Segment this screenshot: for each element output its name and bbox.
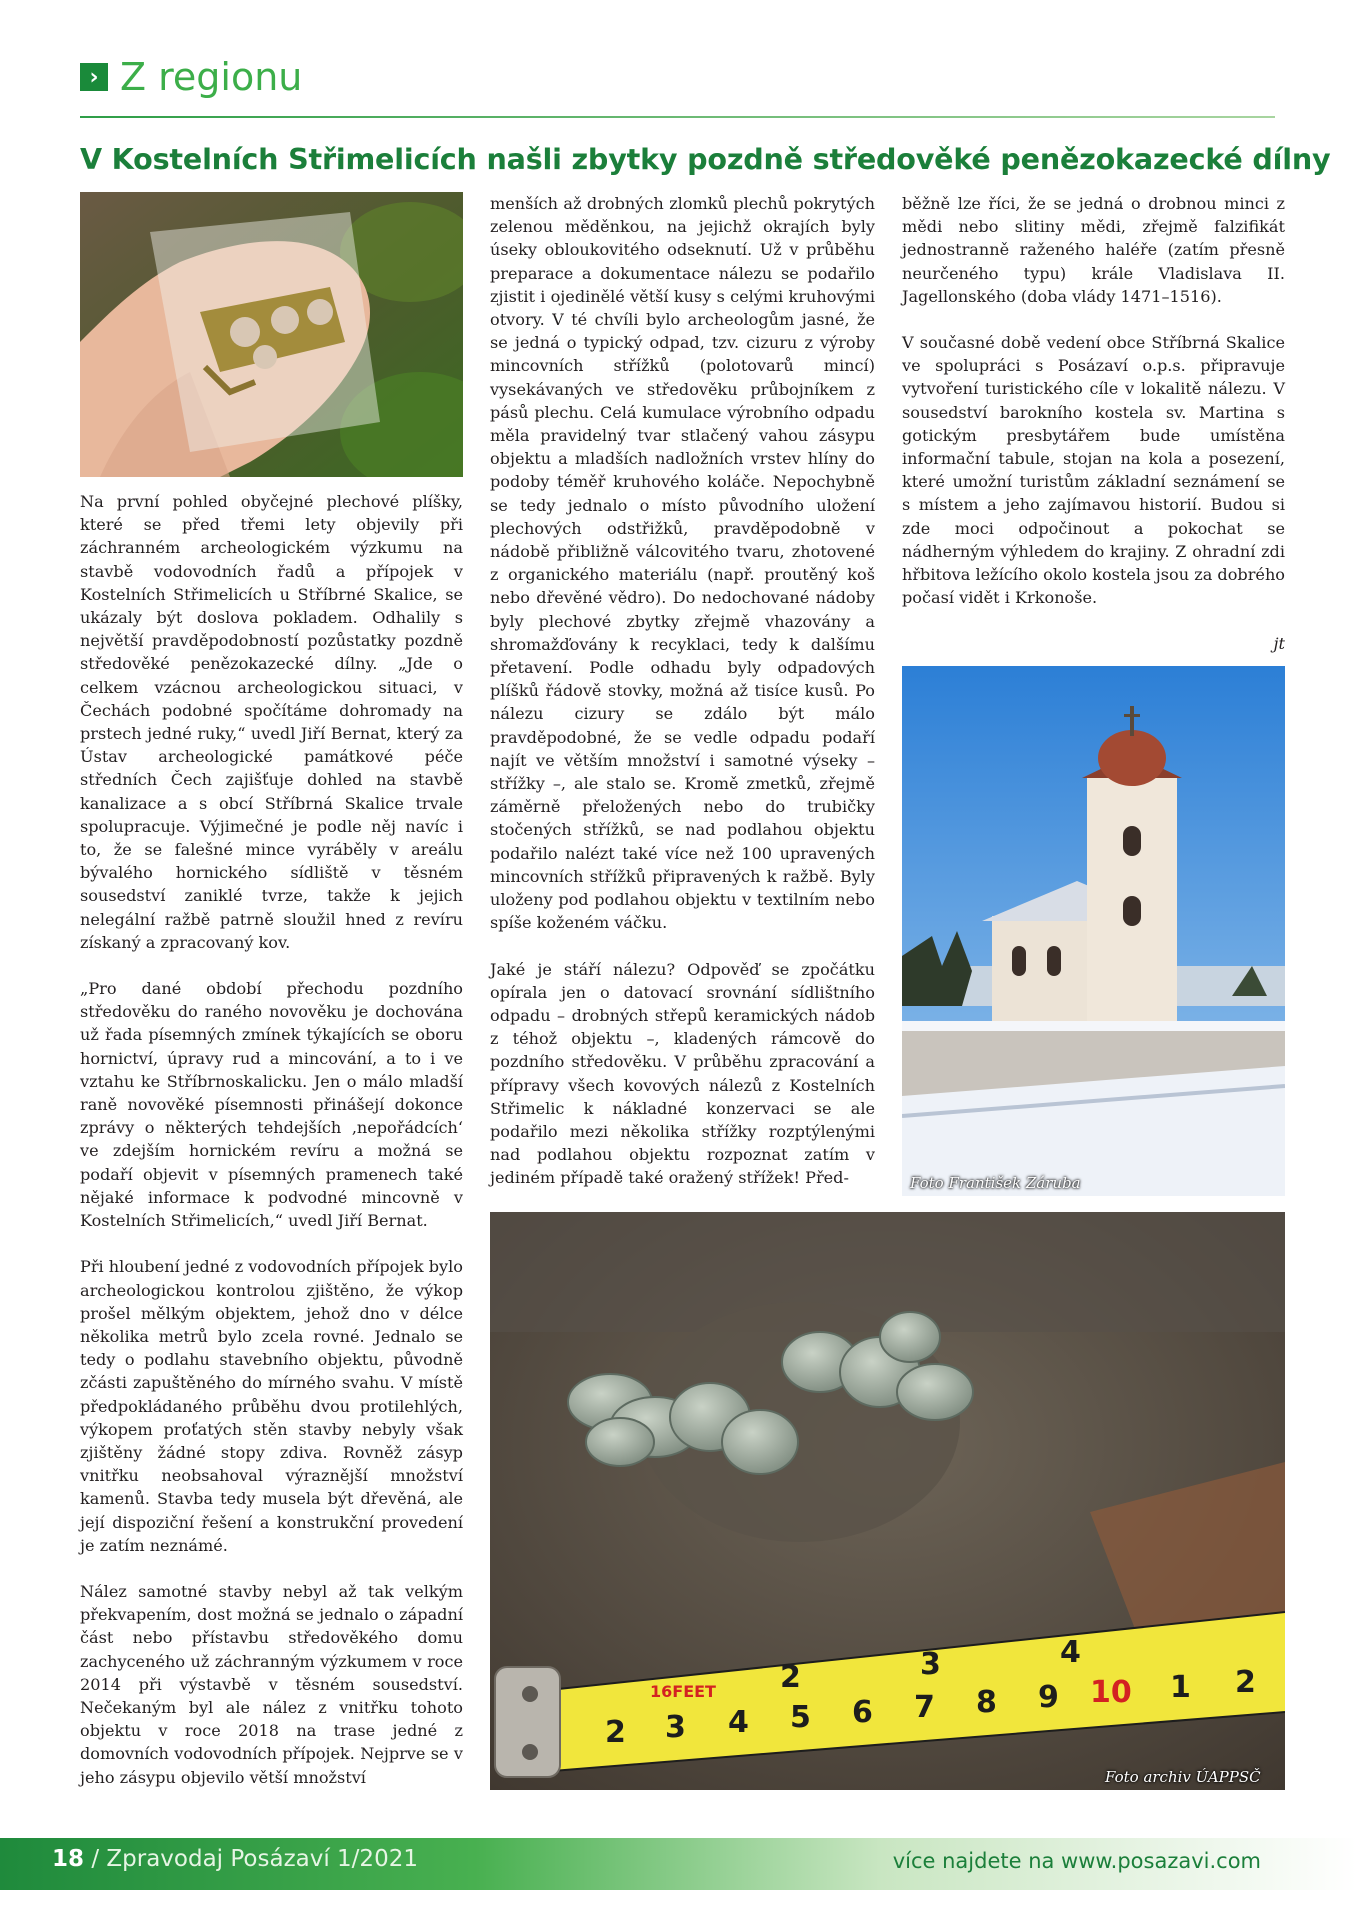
chevron-right-icon: › [80, 63, 108, 91]
article-headline: V Kostelních Střimelicích našli zbytky pozdně středověké penězokazecké dílny [80, 142, 1331, 176]
tape-feet-label: 16FEET [650, 1682, 716, 1701]
tape-inch-mark: 3 [920, 1647, 941, 1682]
tape-inch-mark: 2 [780, 1660, 801, 1695]
tape-cm-mark: 8 [976, 1685, 997, 1720]
photo-coins-image [490, 1212, 1285, 1790]
paragraph: Nález samotné stavby nebyl až tak velkým překvapením, dost možná se jednalo o západní část nebo přístavbu středověkého domu zachyceného už záchranným výzkumem v roce 2014 při výstavbě v těsném sousedství. Nečekaným byl ale nález z vnitřku tohoto objektu v roce 2018 na trase jedné z domovních vodovodních přípojek. Nejprve se v jeho zásypu objevilo větší množství [80, 1581, 463, 1787]
photo-metal-scraps-image [80, 192, 463, 477]
paragraph: menších až drobných zlomků plechů pokrytých zelenou měděnkou, na jejichž okrajích byly úseky obloukovitého odseknutí. Už v průběhu preparace a dokumentace nálezu se podařilo zjistit i ojedinělé větší kusy s celými kruhovými otvory. V té chvíli bylo archeologům jasné, že se jedná o typický odpad, tzv. cizuru z výroby mincovních střížků (polotovarů mincí) vysekávaných ve středověku průbojníkem z pásů plechu. Celá kumulace výrobního odpadu měla pravidelný tvar stlačený vahou zásypu objektu a mladších nadložních vrstev hlíny do podoby téměř kruhového koláče. Nepochybně se tedy jednalo o místo původního uložení plechových odstřižků, pravděpodobně v nádobě přibližně válcovitého tvaru, zhotovené z organického materiálu (např. proutěný koš nebo dřevěné vědro). Do nedochované nádoby byly plechové zbytky zřejmě vhazovány a shromažďovány k recyklaci, tedy k dalšímu přetavení. Podle odhadu byly odpadových plíšků řádově stovky, možná až tisíce kusů. Po nálezu cizury se zdálo být málo pravděpodobné, že se vedle odpadu podaří najít ve větším množství i samotné výseky – střížky –, ale stalo se. Kromě zmetků, zřejmě záměrně přeložených nebo do trubičky stočených střížků, se nad podlahou objektu podařilo nalézt také více než 100 upravených mincovních střížků připravených k ražbě. Byly uloženy pod podlahou objektu v textilním nebo spíše koženém váčku. [490, 194, 875, 933]
tape-cm-mark: 7 [914, 1690, 935, 1725]
footer-website-link[interactable]: více najdete na www.posazavi.com [892, 1849, 1261, 1873]
paragraph: Jaké je stáří nálezu? Odpověď se zpočátku opírala jen o datovací srovnání sídlištního odpadu – drobných střepů keramických nádob z téhož objektu –, kladených rámcově do pozdního středověku. V průběhu zpracování a přípravy všech kovových nálezů z Kostelních Střimelic k nákladné konzervaci se ale podařilo mezi několika střížky rozptýlenými nad podlahou objektu rozpoznat zatím v jediném případě také oražený střížek! Před- [490, 959, 875, 1188]
author-signature: jt [1273, 634, 1285, 654]
tape-cm-mark: 3 [665, 1710, 686, 1745]
caption-church-photo: Foto František Záruba [910, 1174, 1081, 1192]
footer-left [52, 1846, 418, 1872]
photo-metal-scraps [80, 192, 463, 477]
tape-cm-mark: 1 [1170, 1670, 1191, 1705]
photo-coins [490, 1212, 1285, 1790]
photo-church [902, 666, 1285, 1196]
article-column-2 [490, 192, 875, 1213]
article-column-3 [902, 192, 1285, 679]
article-column-1 [80, 490, 463, 1812]
caption-coins-photo: Foto archiv ÚAPPSČ [1105, 1768, 1261, 1786]
paragraph: V současné době vedení obce Stříbrná Skalice ve spolupráci s Posázaví o.p.s. připravuje vytvoření turistického cíle v lokalitě nálezu. V sousedství barokního kostela sv. Martina s gotickým presbytářem bude umístěna informační tabule, stojan na kola a posezení, které umožní turistům základní seznámení se s místem a jeho zajímavou historií. Budou si zde moci odpočinout a pokochat se nádherným výhledem do krajiny. Z ohradní zdi hřbitova ležícího okolo kostela jsou za dobrého počasí vidět i Krkonoše. [902, 333, 1285, 608]
paragraph: Při hloubení jedné z vodovodních přípojek bylo archeologickou kontrolou zjištěno, že výkop prošel mělkým objektem, jehož dno v délce několika metrů bylo zcela rovné. Jednalo se tedy o podlahu stavebního objektu, původně zčásti zapuštěného do mírného svahu. V místě předpokládaného průběhu dvou protilehlých, výkopem proťatých stěn stavby nebyly však zjištěny žádné stopy zdiva. Rovněž zásyp vnitřku neobsahoval výraznější množství kamenů. Stavba tedy musela být dřevěná, ale její dispoziční řešení a konstrukční provedení je zatím neznámé. [80, 1257, 463, 1555]
section-title: Z regionu [120, 55, 303, 99]
section-header [80, 52, 302, 102]
tape-cm-mark: 2 [605, 1715, 626, 1750]
publication-name: / Zpravodaj Posázaví 1/2021 [84, 1846, 418, 1872]
paragraph: „Pro dané období přechodu pozdního středověku do raného novověku je dochována už řada písemných zmínek týkajících se oboru hornictví, úpravy rud a mincování, a to i ve vztahu ke Stříbrnoskalicku. Jen o málo mladší raně novověké písemnosti přinášejí dokonce zprávy o některých tehdejších ‚nepořádcích‘ ve zdejším hornickém revíru a možná se podaří objevit v písemných pramenech také nějaké informace k podvodné mincovně v Kostelních Střimelicích,“ uvedl Jiří Bernat. [80, 979, 463, 1231]
tape-cm-mark: 9 [1038, 1680, 1059, 1715]
tape-cm-mark: 4 [728, 1705, 749, 1740]
page-number: 18 [52, 1846, 85, 1872]
tape-cm-mark: 2 [1235, 1665, 1256, 1700]
tape-cm-mark: 10 [1090, 1675, 1132, 1710]
tape-cm-mark: 6 [852, 1695, 873, 1730]
tape-cm-mark: 5 [790, 1700, 811, 1735]
section-divider [80, 116, 1275, 118]
tape-inch-mark: 4 [1060, 1635, 1081, 1670]
photo-church-image [902, 666, 1285, 1196]
paragraph: Na první pohled obyčejné plechové plíšky, které se před třemi lety objevily při záchranném archeologickém výzkumu na stavbě vodovodních řadů a přípojek v Kostelních Střimelicích u Stříbrné Skalice, se ukázaly být doslova pokladem. Odhalily s největší pravděpodobností pozůstatky pozdně středověké penězokazecké dílny. „Jde o celkem vzácnou archeologickou situaci, v Čechách podobné spočítáme dohromady na prstech jedné ruky,“ uvedl Jiří Bernat, který za Ústav archeologické památkové péče středních Čech zajišťuje dohled na stavbě kanalizace a s obcí Stříbrná Skalice trvale spolupracuje. Výjimečné je podle něj navíc i to, že se falešné mince vyráběly v areálu bývalého hornického sídliště v těsném sousedství zaniklé tvrze, takže k jejich nelegální ražbě patrně sloužil hned z revíru získaný a zpracovaný kov. [80, 492, 463, 952]
paragraph: běžně lze říci, že se jedná o drobnou minci z mědi nebo slitiny mědi, zřejmě falzifikát jednostranně raženého haléře (zatím přesně neurčeného typu) krále Vladislava II. Jagellonského (doba vlády 1471–1516). [902, 194, 1285, 306]
